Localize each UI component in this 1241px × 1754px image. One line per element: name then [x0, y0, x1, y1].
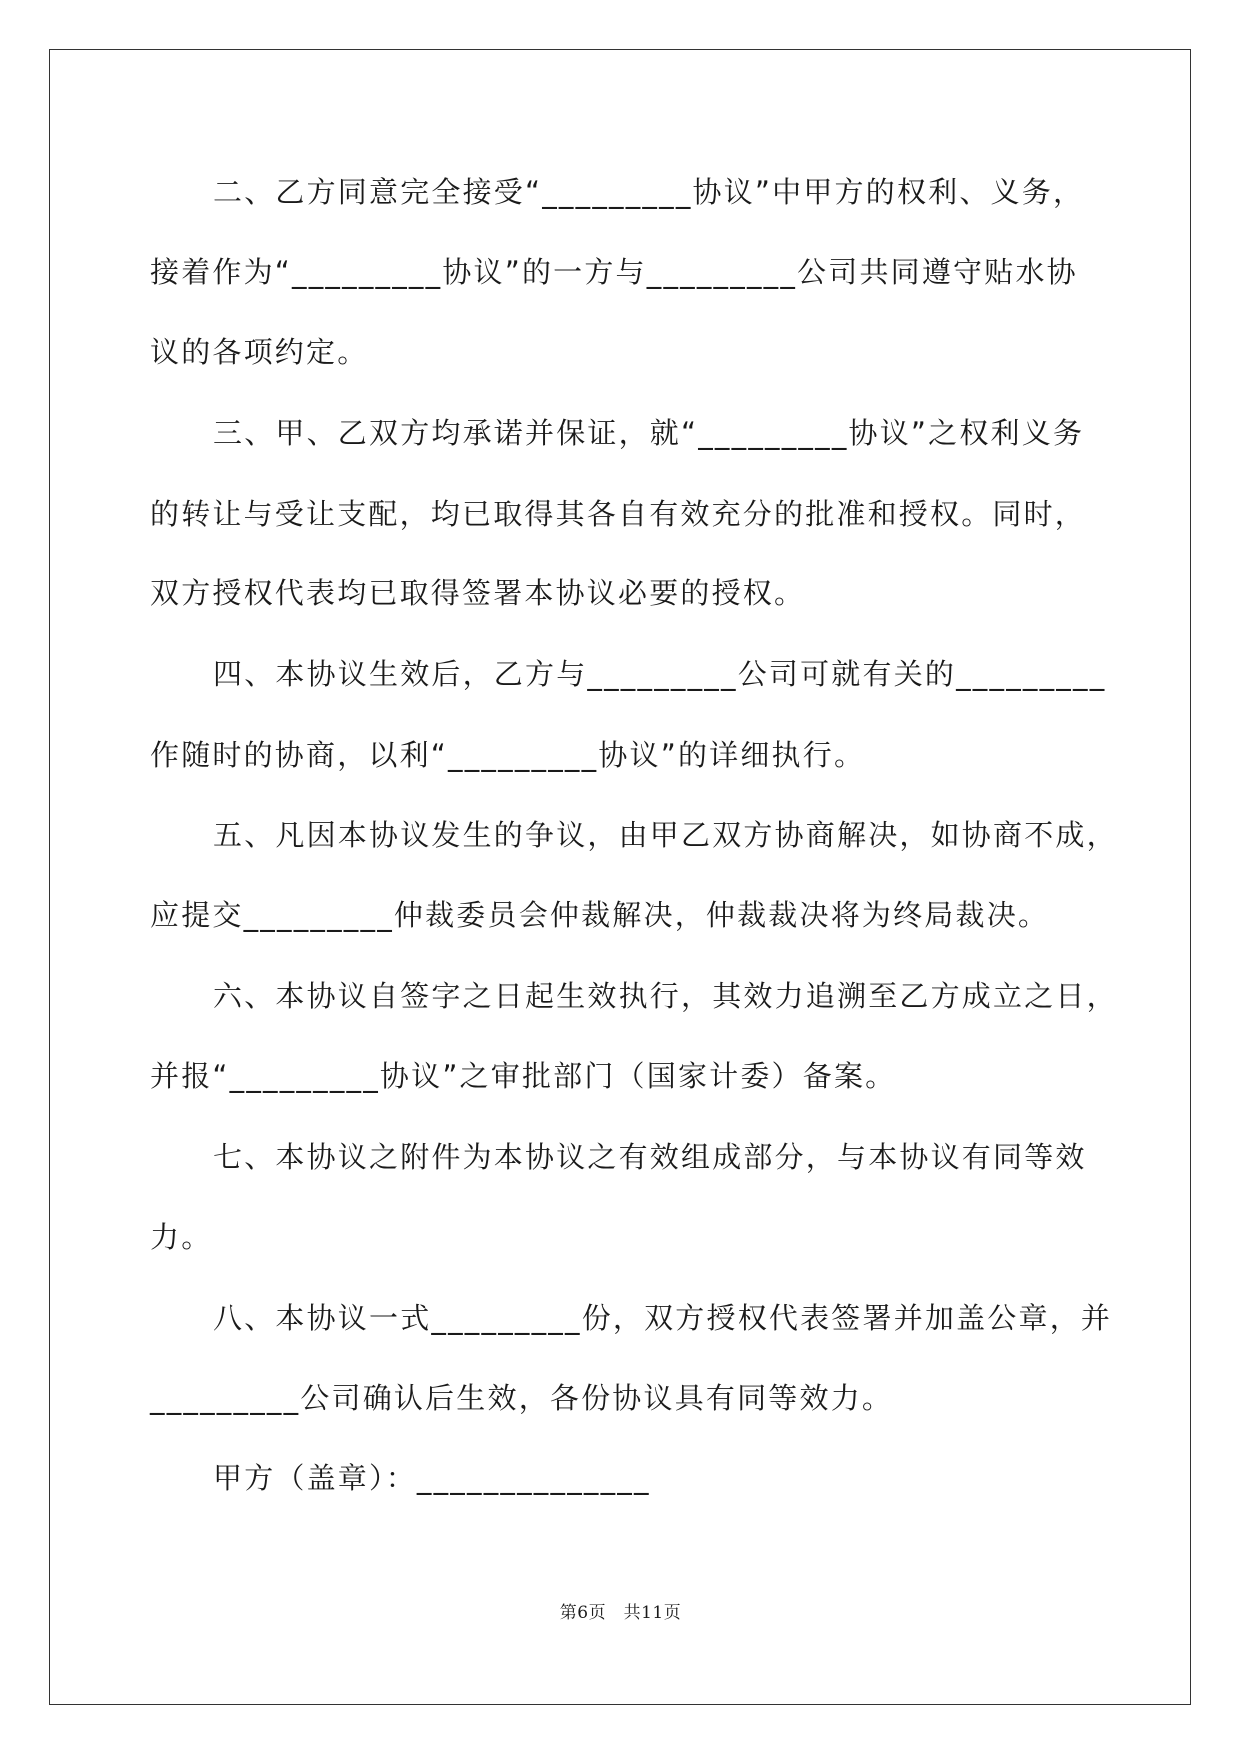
clause-8-line-2: _________公司确认后生效，各份协议具有同等效力。 [150, 1381, 894, 1415]
clause-7-line-2: 力。 [150, 1220, 213, 1254]
page-frame [49, 49, 1191, 1705]
clause-5-line-2: 应提交_________仲裁委员会仲裁解决，仲裁裁决将为终局裁决。 [150, 898, 1050, 932]
clause-5-line-1: 五、凡因本协议发生的争议，由甲乙双方协商解决，如协商不成， [213, 818, 1118, 852]
party-a-seal-line: 甲方（盖章）：______________ [213, 1461, 651, 1495]
clause-2-line-1: 二、乙方同意完全接受“_________协议”中甲方的权利、义务， [213, 175, 1085, 209]
clause-2-line-2: 接着作为“_________协议”的一方与_________公司共同遵守贴水协 [150, 255, 1078, 289]
clause-3-line-1: 三、甲、乙双方均承诺并保证，就“_________协议”之权利义务 [213, 416, 1085, 450]
clause-8-line-1: 八、本协议一式_________份，双方授权代表签署并加盖公章，并 [213, 1301, 1113, 1335]
clause-6-line-1: 六、本协议自签字之日起生效执行，其效力追溯至乙方成立之日， [213, 979, 1118, 1013]
clause-7-line-1: 七、本协议之附件为本协议之有效组成部分，与本协议有同等效 [213, 1140, 1087, 1174]
clause-3-line-3: 双方授权代表均已取得签署本协议必要的授权。 [150, 576, 806, 610]
clause-4-line-2: 作随时的协商，以利“_________协议”的详细执行。 [150, 738, 866, 772]
page-number-footer: 第6页 共11页 [559, 1603, 682, 1623]
clause-3-line-2: 的转让与受让支配，均已取得其各自有效充分的批准和授权。同时， [150, 497, 1087, 531]
clause-4-line-1: 四、本协议生效后，乙方与_________公司可就有关的_________ [213, 657, 1107, 691]
clause-6-line-2: 并报“_________协议”之审批部门（国家计委）备案。 [150, 1059, 897, 1093]
clause-2-line-3: 议的各项约定。 [150, 335, 369, 369]
